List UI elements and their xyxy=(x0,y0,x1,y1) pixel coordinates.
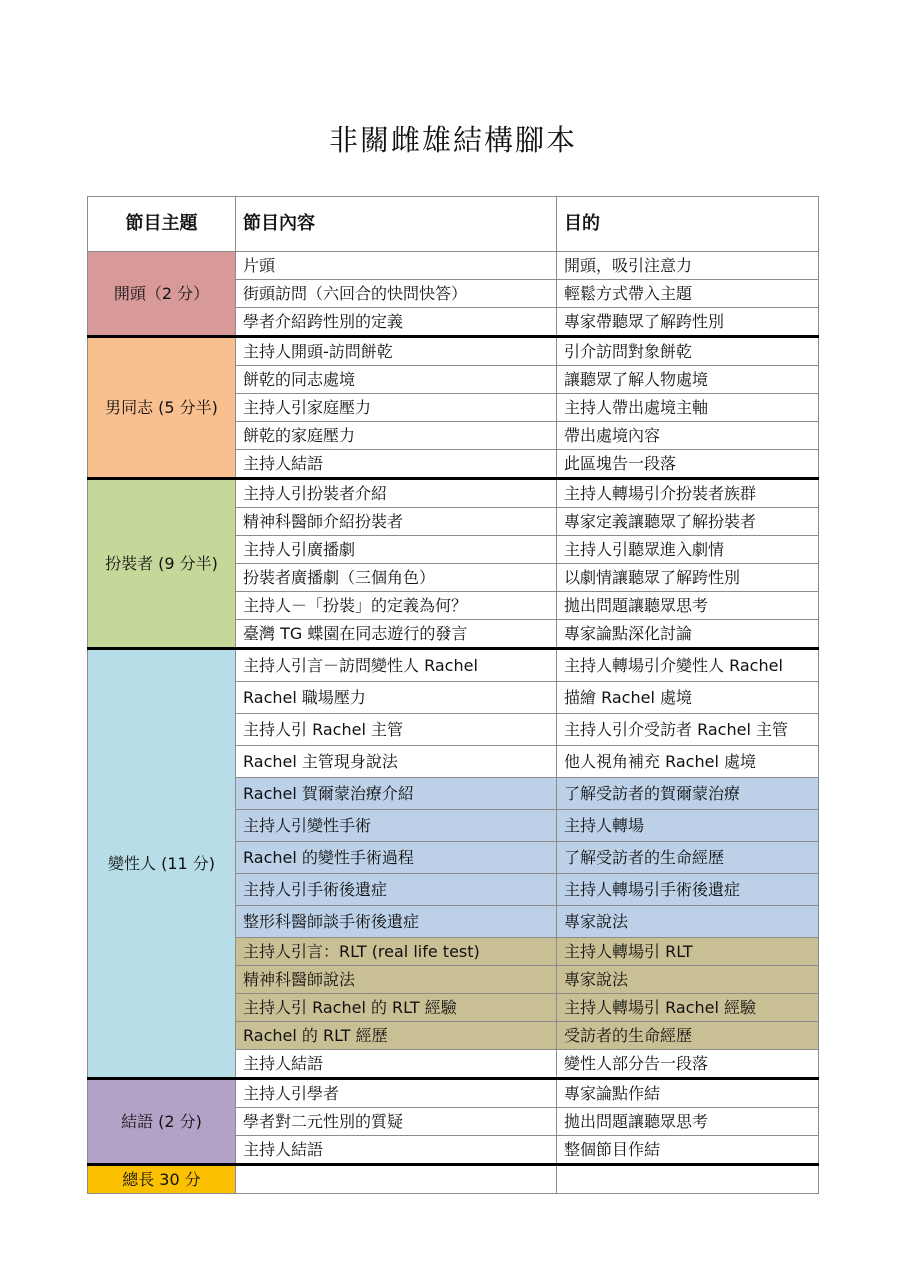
purpose-cell: 主持人帶出處境主軸 xyxy=(557,394,819,422)
content-cell: 主持人開頭-訪問餅乾 xyxy=(236,337,557,366)
total-row xyxy=(88,1165,819,1194)
purpose-cell: 專家說法 xyxy=(557,966,819,994)
content-cell: 主持人引 Rachel 主管 xyxy=(236,714,557,746)
segment-gay-men-label: 男同志 (5 分半) xyxy=(88,337,236,479)
content-cell: 扮裝者廣播劇（三個角色） xyxy=(236,564,557,592)
table-row xyxy=(88,252,819,280)
purpose-cell: 開頭，吸引注意力 xyxy=(557,252,819,280)
purpose-cell: 專家論點深化討論 xyxy=(557,620,819,649)
content-cell: 主持人結語 xyxy=(236,450,557,479)
purpose-cell: 變性人部分告一段落 xyxy=(557,1050,819,1079)
content-cell: 整形科醫師談手術後遺症 xyxy=(236,906,557,938)
purpose-cell: 了解受訪者的生命經歷 xyxy=(557,842,819,874)
purpose-cell: 主持人轉場引 Rachel 經驗 xyxy=(557,994,819,1022)
purpose-cell: 了解受訪者的賀爾蒙治療 xyxy=(557,778,819,810)
purpose-cell: 專家定義讓聽眾了解扮裝者 xyxy=(557,508,819,536)
segment-cross-dressers-label: 扮裝者 (9 分半) xyxy=(88,479,236,649)
content-cell: 餅乾的家庭壓力 xyxy=(236,422,557,450)
purpose-cell: 拋出問題讓聽眾思考 xyxy=(557,592,819,620)
content-cell: 精神科醫師說法 xyxy=(236,966,557,994)
document-title: 非關雌雄結構腳本 xyxy=(328,123,577,157)
content-cell: 主持人－「扮裝」的定義為何？ xyxy=(236,592,557,620)
content-cell: Rachel 職場壓力 xyxy=(236,682,557,714)
content-cell: 街頭訪問（六回合的快問快答） xyxy=(236,280,557,308)
content-cell: Rachel 賀爾蒙治療介紹 xyxy=(236,778,557,810)
content-cell: Rachel 的 RLT 經歷 xyxy=(236,1022,557,1050)
table-row xyxy=(88,649,819,682)
content-cell: 片頭 xyxy=(236,252,557,280)
content-cell: 學者對二元性別的質疑 xyxy=(236,1108,557,1136)
purpose-cell: 讓聽眾了解人物處境 xyxy=(557,366,819,394)
script-table xyxy=(87,196,819,1194)
content-cell: 主持人引手術後遺症 xyxy=(236,874,557,906)
content-cell: 主持人引 Rachel 的 RLT 經驗 xyxy=(236,994,557,1022)
purpose-cell: 拋出問題讓聽眾思考 xyxy=(557,1108,819,1136)
content-cell: 臺灣 TG 蝶園在同志遊行的發言 xyxy=(236,620,557,649)
purpose-cell: 主持人轉場引介扮裝者族群 xyxy=(557,479,819,508)
table-row xyxy=(88,1079,819,1108)
purpose-cell: 主持人轉場引介變性人 Rachel xyxy=(557,649,819,682)
purpose-cell: 描繪 Rachel 處境 xyxy=(557,682,819,714)
content-cell: 餅乾的同志處境 xyxy=(236,366,557,394)
segment-transsexuals-label: 變性人 (11 分) xyxy=(88,649,236,1079)
content-cell: 主持人引廣播劇 xyxy=(236,536,557,564)
content-cell: 主持人引變性手術 xyxy=(236,810,557,842)
purpose-cell: 帶出處境內容 xyxy=(557,422,819,450)
header-content: 節目內容 xyxy=(236,197,557,252)
purpose-cell: 引介訪問對象餅乾 xyxy=(557,337,819,366)
content-cell: Rachel 的變性手術過程 xyxy=(236,842,557,874)
purpose-cell: 輕鬆方式帶入主題 xyxy=(557,280,819,308)
content-cell: 主持人結語 xyxy=(236,1136,557,1165)
purpose-cell: 專家論點作結 xyxy=(557,1079,819,1108)
table-row xyxy=(88,337,819,366)
content-cell: 主持人結語 xyxy=(236,1050,557,1079)
header-purpose: 目的 xyxy=(557,197,819,252)
purpose-cell: 以劇情讓聽眾了解跨性別 xyxy=(557,564,819,592)
purpose-cell: 整個節目作結 xyxy=(557,1136,819,1165)
content-cell: 主持人引言：RLT (real life test) xyxy=(236,938,557,966)
purpose-cell: 主持人轉場引手術後遺症 xyxy=(557,874,819,906)
purpose-cell: 主持人引聽眾進入劇情 xyxy=(557,536,819,564)
empty-cell xyxy=(236,1165,557,1194)
content-cell: 主持人引家庭壓力 xyxy=(236,394,557,422)
purpose-cell: 主持人引介受訪者 Rachel 主管 xyxy=(557,714,819,746)
segment-closing-label: 結語 (2 分) xyxy=(88,1079,236,1165)
segment-opening-label: 開頭（2 分） xyxy=(88,252,236,337)
empty-cell xyxy=(557,1165,819,1194)
purpose-cell: 他人視角補充 Rachel 處境 xyxy=(557,746,819,778)
content-cell: 主持人引言－訪問變性人 Rachel xyxy=(236,649,557,682)
content-cell: 主持人引學者 xyxy=(236,1079,557,1108)
purpose-cell: 專家帶聽眾了解跨性別 xyxy=(557,308,819,337)
purpose-cell: 此區塊告一段落 xyxy=(557,450,819,479)
header-topic: 節目主題 xyxy=(88,197,236,252)
content-cell: 精神科醫師介紹扮裝者 xyxy=(236,508,557,536)
total-duration: 總長 30 分 xyxy=(88,1165,236,1194)
table-row xyxy=(88,479,819,508)
purpose-cell: 主持人轉場引 RLT xyxy=(557,938,819,966)
content-cell: Rachel 主管現身說法 xyxy=(236,746,557,778)
content-cell: 主持人引扮裝者介紹 xyxy=(236,479,557,508)
table-header-row xyxy=(88,197,819,252)
purpose-cell: 專家說法 xyxy=(557,906,819,938)
table-body xyxy=(88,252,819,1194)
content-cell: 學者介紹跨性別的定義 xyxy=(236,308,557,337)
purpose-cell: 主持人轉場 xyxy=(557,810,819,842)
purpose-cell: 受訪者的生命經歷 xyxy=(557,1022,819,1050)
